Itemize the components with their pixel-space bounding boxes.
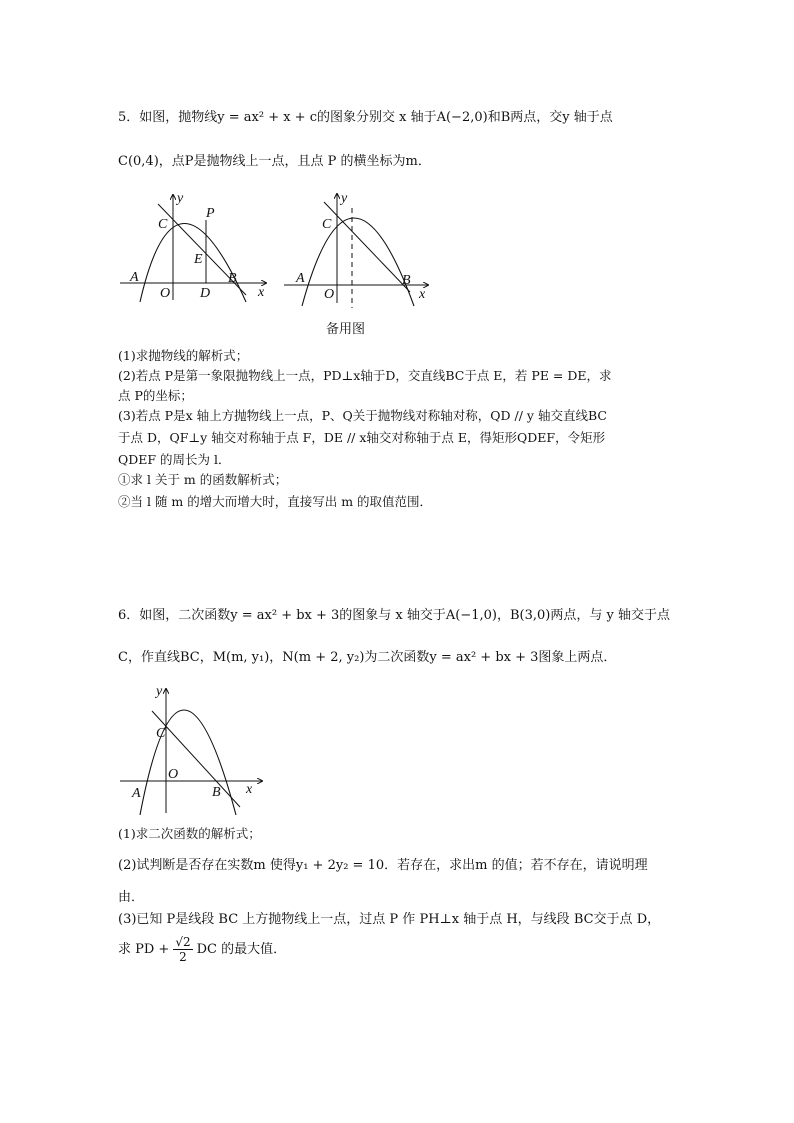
p5-q2b: 点 P的坐标； — [118, 388, 193, 403]
label-c: C — [156, 726, 166, 741]
label-x: x — [258, 285, 265, 300]
p5-q2a: (2)若点 P是第一象限抛物线上一点，PD⊥x轴于D，交直线BC于点 E，若 PE = DE，求 — [118, 368, 612, 383]
fraction-numerator: √2 — [175, 935, 191, 949]
label-b: B — [212, 785, 221, 800]
fraction — [173, 935, 192, 964]
label-o: O — [168, 767, 179, 782]
p5-q3a: (3)若点 P是x 轴上方抛物线上一点，P、Q关于抛物线对称轴对称，QD // y 轴交直线BC — [118, 408, 607, 423]
p6-q3b-prefix: 求 PD + — [118, 941, 170, 957]
label-o: O — [324, 287, 335, 302]
p6-q1: (1)求二次函数的解析式； — [118, 826, 261, 841]
label-b: B — [402, 273, 411, 288]
p5-line1: 5．如图，抛物线y = ax² + x + c的图象分别交 x 轴于A(−2,0)和B两点，交y 轴于点 — [118, 110, 613, 125]
p6-q3b-suffix: DC 的最大值． — [196, 941, 287, 957]
label-d: D — [200, 286, 211, 301]
p5-q3b: 于点 D，QF⊥y 轴交对称轴于点 F，DE // x轴交对称轴于点 E，得矩形QDEF，令矩形 — [118, 430, 606, 445]
label-a: A — [132, 786, 141, 801]
p6-line1: 6．如图，二次函数y = ax² + bx + 3的图象与 x 轴交于A(−1,0)，B(3,0)两点，与 y 轴交于点 — [118, 608, 670, 623]
figure-caption: 备用图 — [326, 322, 366, 337]
label-c: C — [322, 217, 332, 232]
label-x: x — [246, 782, 253, 797]
p6-q3b — [118, 935, 286, 964]
p5-q1: (1)求抛物线的解析式； — [118, 348, 249, 363]
label-o: O — [160, 286, 171, 301]
p6-line2: C，作直线BC，M(m, y₁)，N(m + 2, y₂)为二次函数y = ax² + bx + 3图象上两点． — [118, 650, 617, 665]
parabola — [140, 710, 236, 815]
label-c: C — [158, 217, 168, 232]
p5-q3-2: ②当 l 随 m 的增大而增大时，直接写出 m 的取值范围． — [118, 494, 433, 509]
p5-q3c: QDEF 的周长为 l． — [118, 452, 231, 467]
parabola — [140, 224, 246, 303]
p6-q3a: (3)已知 P是线段 BC 上方抛物线上一点，过点 P 作 PH⊥x 轴于点 H，与线段 BC交于点 D， — [118, 912, 661, 927]
p6-figure — [118, 683, 268, 818]
p5-q3-1: ①求 l 关于 m 的函数解析式； — [118, 472, 288, 487]
label-y: y — [177, 191, 184, 206]
p5-figure-main — [118, 190, 278, 305]
label-x: x — [419, 287, 426, 302]
label-p: P — [206, 206, 215, 221]
p5-figure-backup — [282, 188, 432, 310]
fraction-denominator: 2 — [179, 950, 187, 964]
p6-q2a: (2)试判断是否存在实数m 使得y₁ + 2y₂ = 10．若存在，求出m 的值；若不存在，请说明理 — [118, 858, 648, 873]
label-e: E — [194, 252, 203, 267]
label-y: y — [341, 191, 348, 206]
parabola — [302, 218, 414, 306]
p6-q2b: 由． — [118, 890, 145, 905]
label-a: A — [296, 271, 305, 286]
label-y: y — [156, 684, 163, 699]
label-b: B — [228, 271, 237, 286]
label-a: A — [130, 270, 139, 285]
p5-line2: C(0,4)，点P是抛物线上一点，且点 P 的横坐标为m． — [118, 154, 431, 169]
